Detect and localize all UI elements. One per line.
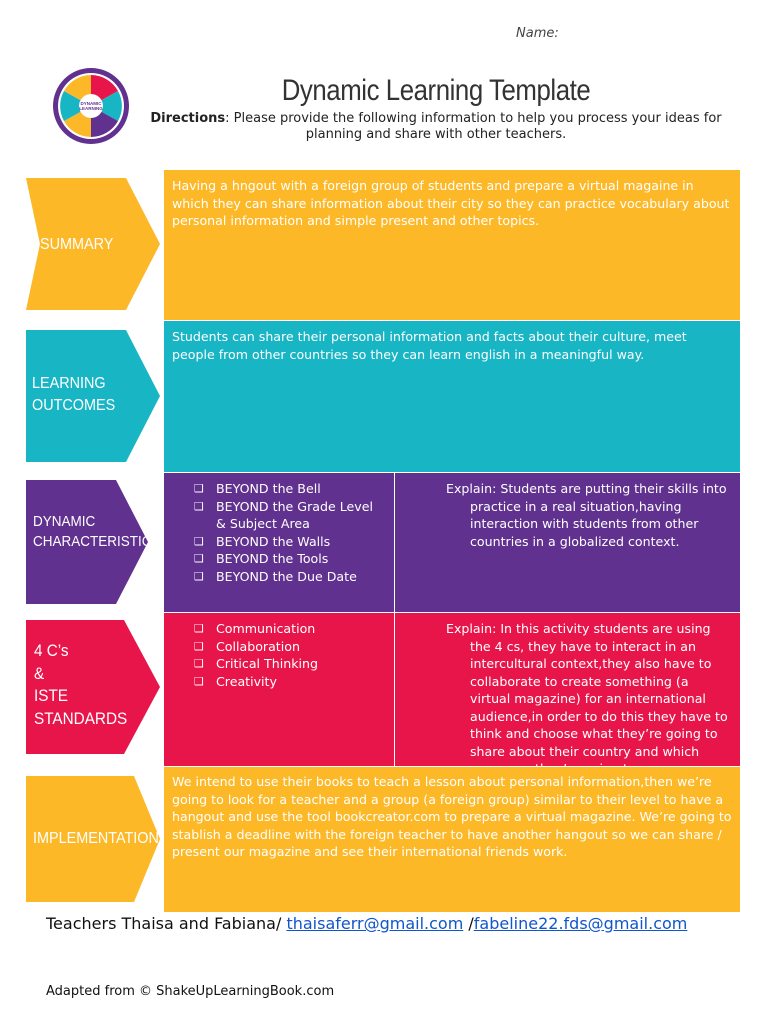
checklist-item: ❑ BEYOND the Grade Level & Subject Area — [194, 498, 386, 533]
fourcs-label-line-4: STANDARDS — [34, 708, 128, 728]
dynamic-explain-box — [395, 473, 740, 612]
checklist-item: ❑ BEYOND the Due Date — [194, 568, 386, 586]
dynamic-label-line-2: CHARACTERISTICS — [33, 533, 161, 550]
implementation-label: IMPLEMENTATION — [33, 830, 159, 847]
summary-arrow — [26, 178, 160, 310]
outcomes-label-line-2: OUTCOMES — [32, 397, 116, 414]
checklist-item: ❑ Communication — [194, 620, 386, 638]
implementation-box — [164, 767, 740, 912]
dynamic-explain: Explain: Students are putting their skills into practice in a real situation,having interaction with students from other countries in a globalized context. — [446, 481, 727, 549]
dynamic-list-box — [164, 473, 394, 612]
fourcs-checklist — [194, 620, 386, 690]
page-title: Dynamic Learning Template — [281, 74, 591, 107]
outcomes-text: Students can share their personal information and facts about their culture, meet people from other countries so they can learn english in a meaningful way. — [172, 329, 687, 362]
checklist-item: ❑ BEYOND the Walls — [194, 533, 386, 551]
summary-text: Having a hngout with a foreign group of students and prepare a virtual magaine in which they can share information about their city so they can practice vocabulary about personal information and simple present and other topics. — [172, 178, 730, 228]
svg-text:LEARNING: LEARNING — [79, 106, 103, 111]
fourcs-arrow — [26, 620, 160, 754]
directions-label: Directions — [150, 111, 226, 126]
dynamic-arrow — [26, 480, 160, 604]
teachers-prefix: Teachers Thaisa and Fabiana/ — [46, 914, 287, 933]
adapted-credit: Adapted from © ShakeUpLearningBook.com — [46, 984, 335, 999]
fourcs-list-box — [164, 613, 394, 766]
name-label: Name: — [516, 26, 559, 41]
directions — [150, 111, 722, 143]
outcomes-label — [32, 373, 127, 417]
outcomes-arrow — [26, 330, 160, 462]
checklist-item: ❑ Collaboration — [194, 638, 386, 656]
dynamic-label — [33, 512, 161, 552]
outcomes-box — [164, 321, 740, 472]
shake-up-learning-logo — [52, 67, 130, 145]
directions-text: : Please provide the following information to help you process your ideas for planning and share with other teachers. — [225, 111, 722, 142]
checklist-item: ❑ BEYOND the Tools — [194, 550, 386, 568]
fourcs-label-line-3: ISTE — [34, 686, 69, 705]
outcomes-label-line-1: LEARNING — [32, 375, 106, 392]
checklist-item: ❑ BEYOND the Bell — [194, 480, 386, 498]
email-link-2[interactable]: fabeline22.fds@gmail.com — [473, 914, 688, 933]
summary-label: SUMMARY — [40, 236, 114, 253]
teachers-contact — [46, 914, 687, 933]
fourcs-explain: Explain: In this activity students are using the 4 cs, they have to interact in an intercultural context,they also have to collaborate to create something (a virtual magazine) for an international audience,in order to do this they have to think and choose what they’re going to share about their country and which — [446, 621, 728, 759]
dynamic-label-line-1: DYNAMIC — [33, 513, 96, 530]
fourcs-label-line-2: & — [34, 663, 45, 683]
email-separator: / — [463, 914, 474, 933]
fourcs-explain-box — [395, 613, 740, 766]
checklist-item: ❑ Critical Thinking — [194, 655, 386, 673]
fourcs-label — [34, 640, 128, 730]
fourcs-label-line-1: 4 C’s — [34, 641, 69, 660]
email-link-1[interactable]: thaisaferr@gmail.com — [286, 914, 464, 933]
svg-text:DYNAMIC: DYNAMIC — [80, 101, 102, 106]
implementation-arrow — [26, 776, 160, 902]
summary-box — [164, 170, 740, 320]
implementation-text: We intend to use their books to teach a lesson about personal information,then we’re going to look for a teacher and a group (a foreign group) similar to their level to have a hangout and use the tool bookcreator.com to prepare a virtual magazine. We’re going to stablish a deadline with the foreign teacher to have another hangout so we can share / present our magazine and see their international friends work. — [172, 774, 732, 859]
dynamic-checklist — [194, 480, 386, 585]
checklist-item: ❑ Creativity — [194, 673, 386, 691]
